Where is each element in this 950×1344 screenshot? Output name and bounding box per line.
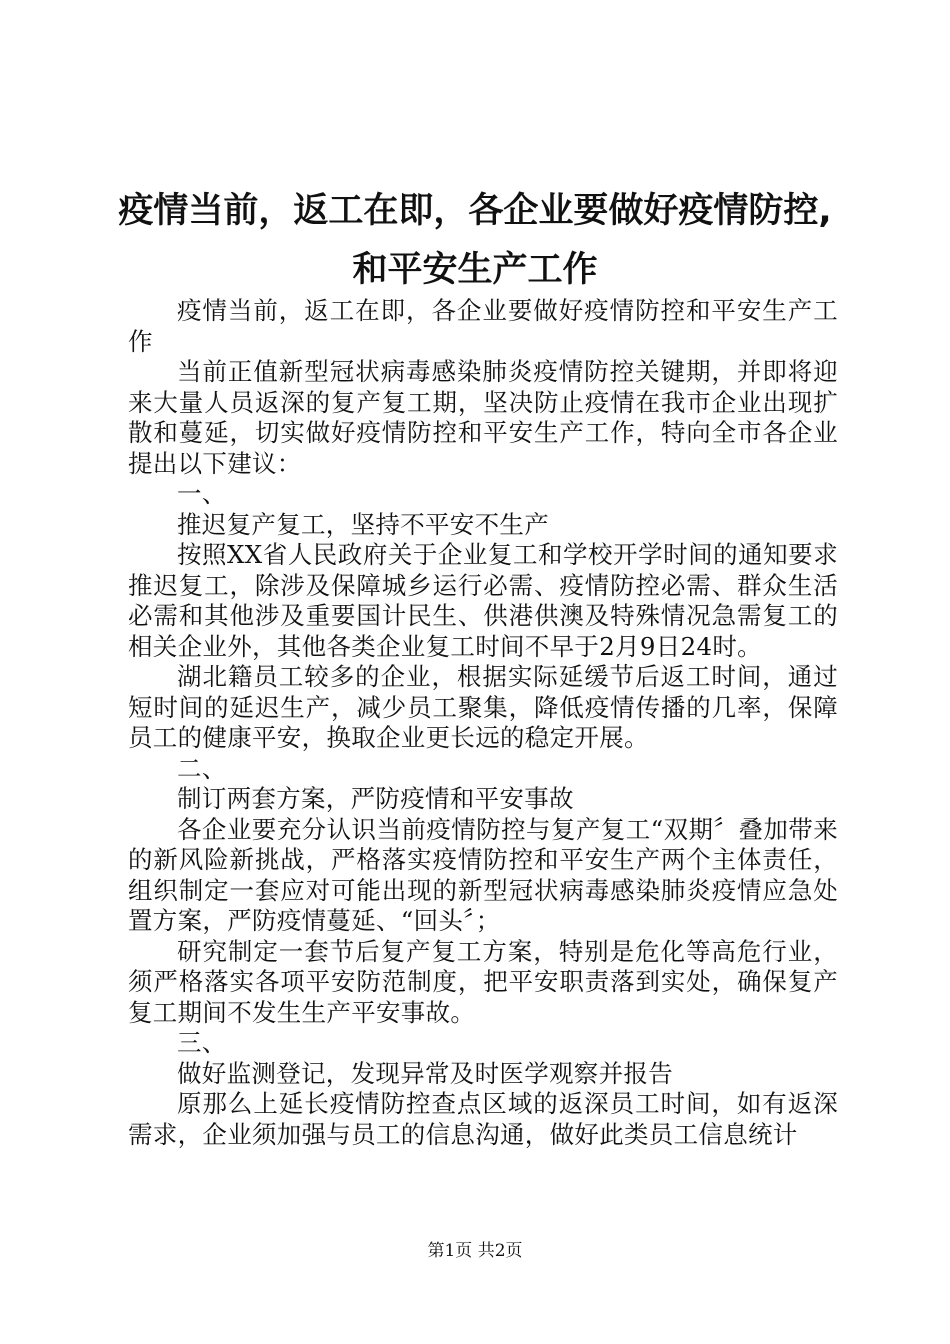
section-heading: 做好监测登记，发现异常及时医学观察并报告 [177,1058,673,1088]
section-number: 三、 [177,1028,227,1057]
body-paragraph: 各企业要充分认识当前疫情防控与复产复工“双期〞叠加带来的新风险新挑战，严格落实疫情防控和平安生产两个主体责任，组织制定一套应对可能出现的新型冠状病毒感染肺炎疫情应急处置方案，严防疫情蔓延、“回头〞； [128,814,838,935]
body-paragraph: 疫情当前，返工在即，各企业要做好疫情防控和平安生产工作 [128,296,838,356]
body-paragraph: 当前正值新型冠状病毒感染肺炎疫情防控关键期，并即将迎来大量人员返深的复产复工期，坚决防止疫情在我市企业出现扩散和蔓延，切实做好疫情防控和平安生产工作，特向全市各企业提出以下建议： [128,357,838,478]
body-paragraph: 原那么上延长疫情防控查点区域的返深员工时间，如有返深需求，企业须加强与员工的信息沟通，做好此类员工信息统计 [128,1089,838,1149]
section-heading: 推迟复产复工，坚持不平安不生产 [177,509,549,539]
body-paragraph: 研究制定一套节后复产复工方案，特别是危化等高危行业，须严格落实各项平安防范制度，把平安职责落到实处，确保复产复工期间不发生生产平安事故。 [128,936,838,1027]
body-paragraph: 湖北籍员工较多的企业，根据实际延缓节后返工时间，通过短时间的延迟生产，减少员工聚集，降低疫情传播的几率，保障员工的健康平安，换取企业更长远的稳定开展。 [128,662,838,752]
section-heading: 制订两套方案，严防疫情和平安事故 [177,784,574,813]
section-number: 二、 [177,753,227,783]
document-body [128,296,838,1150]
document-title-line-2: 和平安生产工作 [352,250,598,290]
section-number: 一、 [177,479,227,508]
page-number-footer: 第1页 共2页 [427,1241,523,1261]
document-title-line-1: 疫情当前，返工在即，各企业要做好疫情防控, [118,191,832,231]
body-paragraph: 按照XX省人民政府关于企业复工和学校开学时间的通知要求推迟复工，除涉及保障城乡运行必需、疫情防控必需、群众生活必需和其他涉及重要国计民生、供港供澳及特殊情况急需复工的相关企业外，其他各类企业复工时间不早于2月9日24时。 [128,540,838,661]
